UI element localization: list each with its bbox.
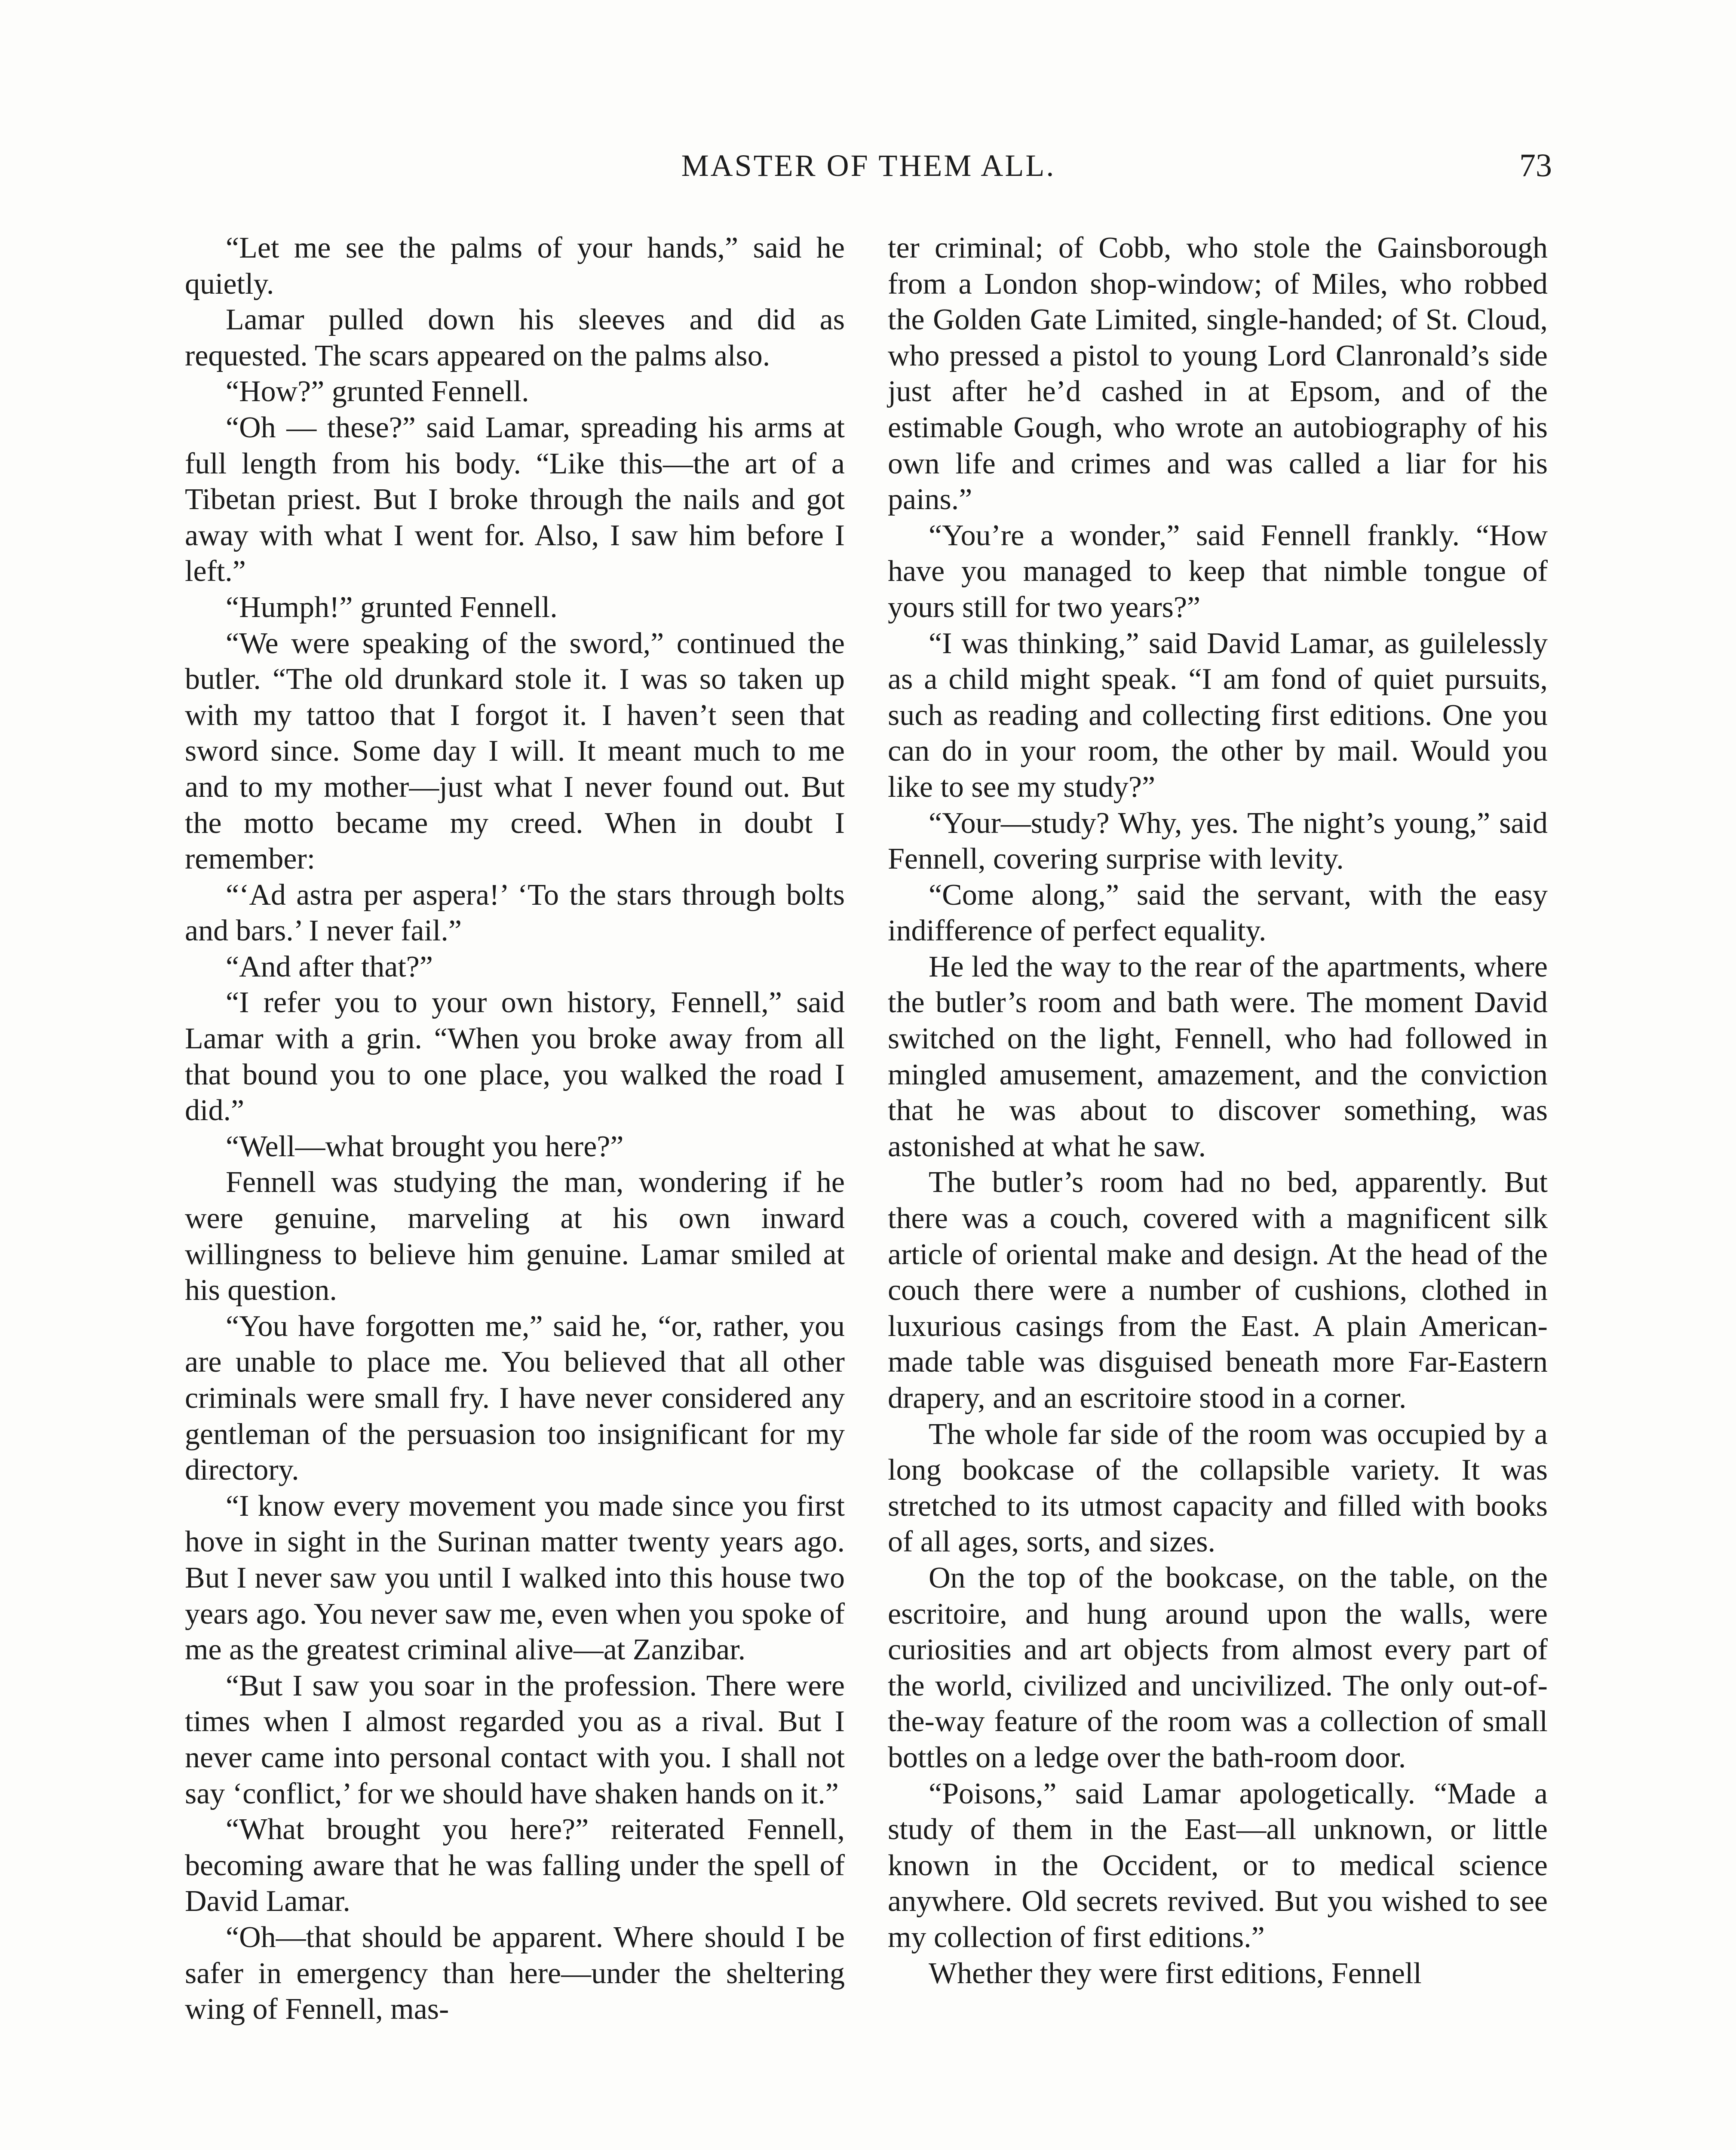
paragraph: He led the way to the rear of the apartments, where the butler’s room and bath were. The moment David switched on the light, Fennell, who had followed in mingled amusement, amazement, and the conviction that he was about to discover something, was astonished at what he saw. bbox=[888, 950, 1548, 1163]
paragraph: “Oh — these?” said Lamar, spreading his arms at full length from his body. “Like this—the art of a Tibetan priest. But I broke through the nails and got away with what I went for. Also, I saw him before I left.” bbox=[185, 411, 845, 588]
paragraph: Fennell was studying the man, wondering if he were genuine, marveling at his own inward willingness to believe him genuine. Lamar smiled at his question. bbox=[185, 1166, 845, 1307]
paragraph: “You’re a wonder,” said Fennell frankly. “How have you managed to keep that nimble tongue of yours still for two years?” bbox=[888, 519, 1548, 624]
running-head bbox=[185, 142, 1552, 189]
paragraph: “And after that?” bbox=[226, 950, 433, 983]
paragraph: “Humph!” grunted Fennell. bbox=[226, 590, 558, 624]
paragraph: “Your—study? Why, yes. The night’s young,” said Fennell, covering surprise with levity. bbox=[888, 806, 1548, 876]
paragraph: “I was thinking,” said David Lamar, as guilelessly as a child might speak. “I am fond of quiet pursuits, such as reading and collecting first editions. One you can do in your room, the other by mail. Would you like to see my study?” bbox=[888, 627, 1548, 804]
paragraph: “Come along,” said the servant, with the easy indifference of perfect equality. bbox=[888, 878, 1548, 948]
paragraph: The whole far side of the room was occupied by a long bookcase of the collapsible variety. It was stretched to its utmost capacity and filled with books of all ages, sorts, and sizes. bbox=[888, 1417, 1548, 1559]
paragraph: On the top of the bookcase, on the table, on the escritoire, and hung around upon the walls, were curiosities and art objects from almost every part of the world, civilized and uncivilized. The only out-of-the-way feature of the room was a collection of small bottles on a ledge over the bath-room door. bbox=[888, 1561, 1548, 1774]
page-number: 73 bbox=[1519, 147, 1552, 184]
paragraph-latin-motto: “‘Ad astra per aspera!’ ‘To the stars through bolts and bars.’ I never fail.” bbox=[185, 878, 845, 948]
paragraph: “I know every movement you made since you first hove in sight in the Surinan matter twenty years ago. But I never saw you until I walked into this house two years ago. You never saw me, even when you spoke of me as the greatest criminal alive—at Zanzibar. bbox=[185, 1489, 845, 1667]
paragraph: “How?” grunted Fennell. bbox=[226, 375, 529, 408]
running-title: MASTER OF THEM ALL. bbox=[681, 148, 1056, 183]
paragraph: Lamar pulled down his sleeves and did as requested. The scars appeared on the palms also. bbox=[185, 303, 845, 372]
paragraph: Whether they were first editions, Fennell bbox=[929, 1956, 1422, 1990]
paragraph: “Let me see the palms of your hands,” said he quietly. bbox=[185, 231, 845, 301]
paragraph: “You have forgotten me,” said he, “or, rather, you are unable to place me. You believed that all other criminals were small fry. I have never considered any gentleman of the persuasion too insignificant for my directory. bbox=[185, 1309, 845, 1487]
paragraph: “We were speaking of the sword,” continued the butler. “The old drunkard stole it. I was so taken up with my tattoo that I forgot it. I haven’t seen that sword since. Some day I will. It meant much to me and to my mother—just what I never found out. But the motto became my creed. When in doubt I remember: bbox=[185, 627, 845, 876]
paragraph: “I refer you to your own history, Fennell,” said Lamar with a grin. “When you broke away from all that bound you to one place, you walked the road I did.” bbox=[185, 986, 845, 1127]
left-text-column bbox=[185, 230, 845, 2027]
paragraph-continued: ter criminal; of Cobb, who stole the Gainsborough from a London shop-window; of Miles, who robbed the Golden Gate Limited, single-handed; of St. Cloud, who pressed a pistol to young Lord Clanronald’s side just after he’d cashed in at Epsom, and of the estimable Gough, who wrote an autobiography of his own life and crimes and was called a liar for his pains.” bbox=[888, 231, 1548, 516]
paragraph: “What brought you here?” reiterated Fennell, becoming aware that he was falling under the spell of David Lamar. bbox=[185, 1813, 845, 1918]
right-text-column bbox=[888, 230, 1548, 1991]
paragraph: “But I saw you soar in the profession. There were times when I almost regarded you as a rival. But I never came into personal contact with you. I shall not say ‘conflict,’ for we should have shaken hands on it.” bbox=[185, 1669, 845, 1810]
paragraph: “Well—what brought you here?” bbox=[226, 1130, 624, 1163]
paragraph: “Poisons,” said Lamar apologetically. “Made a study of them in the East—all unknown, or little known in the Occident, or to medical science anywhere. Old secrets revived. But you wished to see my collection of first editions.” bbox=[888, 1777, 1548, 1954]
paragraph: The butler’s room had no bed, apparently. But there was a couch, covered with a magnificent silk article of oriental make and design. At the head of the couch there were a number of cushions, clothed in luxurious casings from the East. A plain American-made table was disguised beneath more Far-Eastern drapery, and an escritoire stood in a corner. bbox=[888, 1166, 1548, 1415]
paragraph: “Oh—that should be apparent. Where should I be safer in emergency than here—under the sheltering wing of Fennell, mas- bbox=[185, 1920, 845, 2026]
